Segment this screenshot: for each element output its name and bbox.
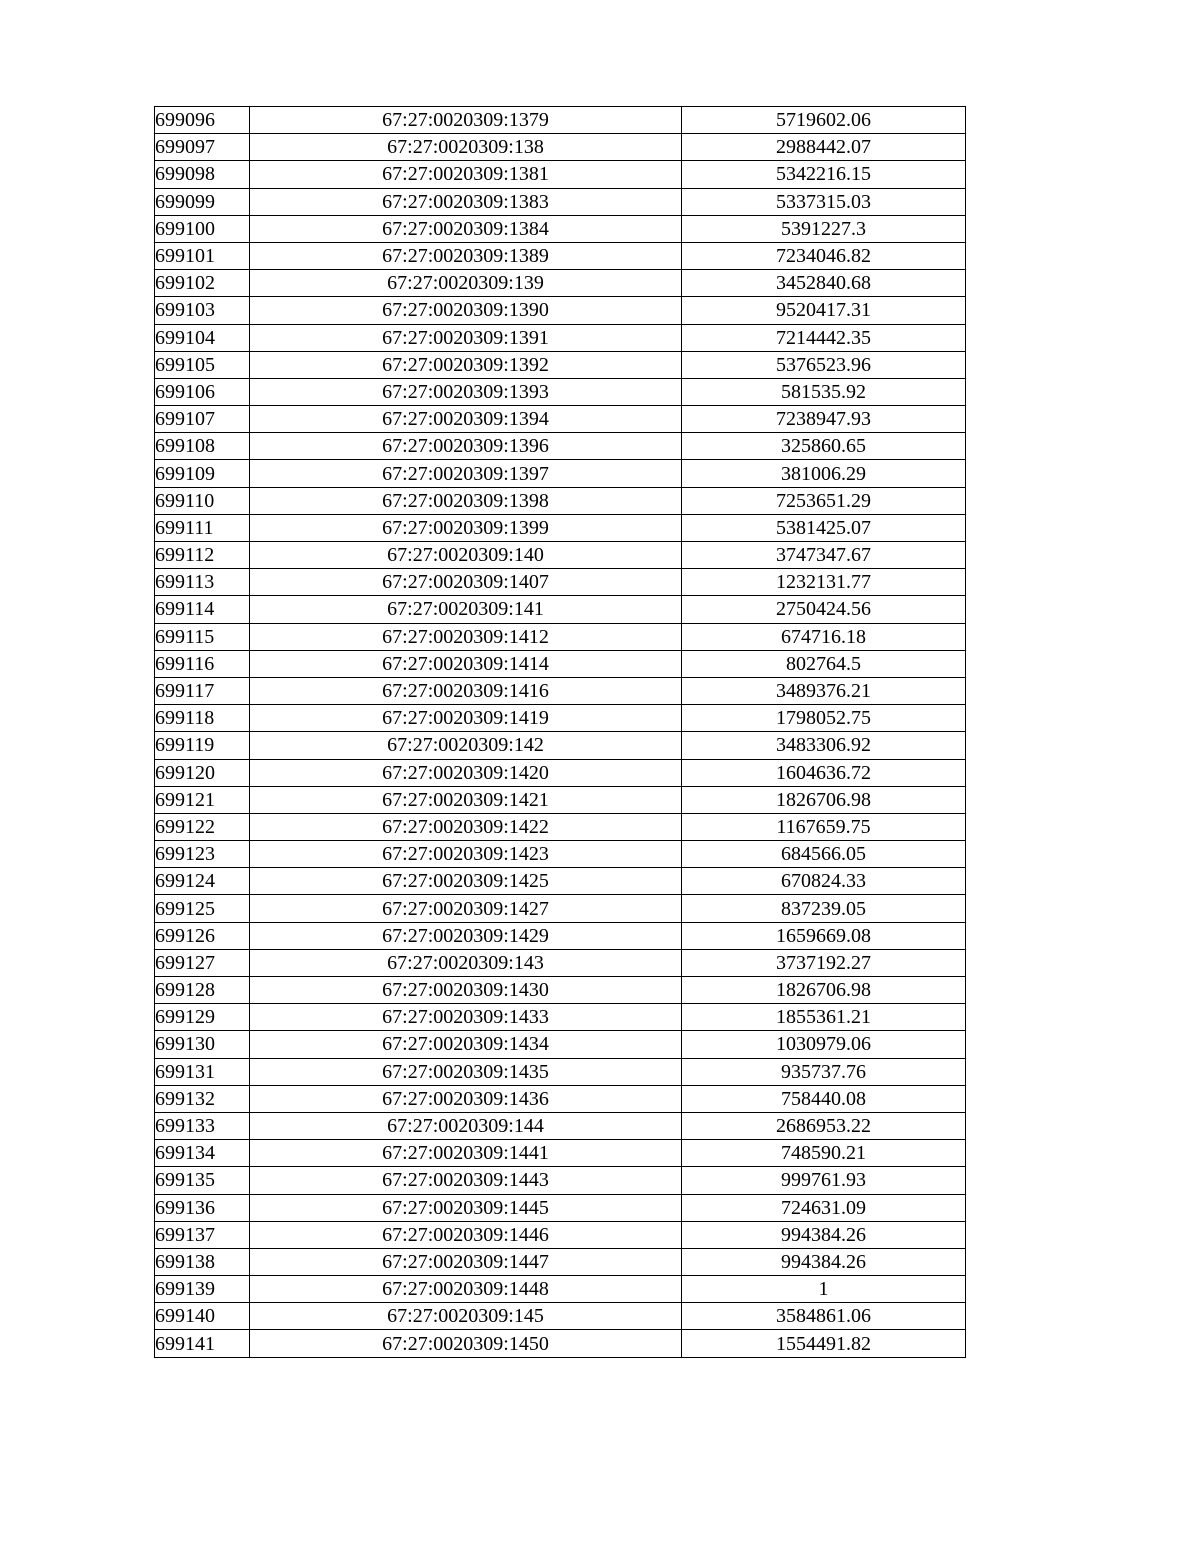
cadastral-value-cell: 2750424.56 (682, 596, 966, 623)
cadastral-value-cell: 581535.92 (682, 378, 966, 405)
table-row (155, 732, 966, 759)
table-row (155, 623, 966, 650)
cadastral-number-cell: 67:27:0020309:1412 (250, 623, 682, 650)
row-number-cell: 699127 (155, 949, 250, 976)
cadastral-value-cell: 684566.05 (682, 841, 966, 868)
table-row (155, 868, 966, 895)
table-row (155, 242, 966, 269)
table-row (155, 813, 966, 840)
table-row (155, 487, 966, 514)
table-row (155, 596, 966, 623)
cadastral-value-cell: 1167659.75 (682, 813, 966, 840)
cadastral-number-cell: 67:27:0020309:144 (250, 1112, 682, 1139)
cadastral-value-cell: 670824.33 (682, 868, 966, 895)
cadastral-value-cell: 3483306.92 (682, 732, 966, 759)
table-row (155, 406, 966, 433)
cadastral-number-cell: 67:27:0020309:1396 (250, 433, 682, 460)
table-row (155, 1276, 966, 1303)
row-number-cell: 699135 (155, 1167, 250, 1194)
cadastral-number-cell: 67:27:0020309:1448 (250, 1276, 682, 1303)
table-row (155, 161, 966, 188)
cadastral-number-cell: 67:27:0020309:143 (250, 949, 682, 976)
table-row (155, 351, 966, 378)
row-number-cell: 699123 (155, 841, 250, 868)
row-number-cell: 699111 (155, 514, 250, 541)
cadastral-value-cell: 1232131.77 (682, 569, 966, 596)
cadastral-number-cell: 67:27:0020309:1433 (250, 1004, 682, 1031)
cadastral-value-cell: 1826706.98 (682, 977, 966, 1004)
row-number-cell: 699139 (155, 1276, 250, 1303)
row-number-cell: 699128 (155, 977, 250, 1004)
row-number-cell: 699132 (155, 1085, 250, 1112)
cadastral-number-cell: 67:27:0020309:141 (250, 596, 682, 623)
row-number-cell: 699104 (155, 324, 250, 351)
cadastral-number-cell: 67:27:0020309:1434 (250, 1031, 682, 1058)
cadastral-number-cell: 67:27:0020309:140 (250, 542, 682, 569)
cadastral-number-cell: 67:27:0020309:1383 (250, 188, 682, 215)
cadastral-value-cell: 1030979.06 (682, 1031, 966, 1058)
row-number-cell: 699129 (155, 1004, 250, 1031)
row-number-cell: 699130 (155, 1031, 250, 1058)
row-number-cell: 699105 (155, 351, 250, 378)
cadastral-number-cell: 67:27:0020309:1443 (250, 1167, 682, 1194)
cadastral-number-cell: 67:27:0020309:1447 (250, 1248, 682, 1275)
cadastral-number-cell: 67:27:0020309:1398 (250, 487, 682, 514)
table-row (155, 1085, 966, 1112)
cadastral-number-cell: 67:27:0020309:139 (250, 270, 682, 297)
table-row (155, 1112, 966, 1139)
row-number-cell: 699134 (155, 1140, 250, 1167)
cadastral-number-cell: 67:27:0020309:145 (250, 1303, 682, 1330)
cadastral-value-cell: 7253651.29 (682, 487, 966, 514)
table-row (155, 1330, 966, 1357)
cadastral-value-cell: 5342216.15 (682, 161, 966, 188)
cadastral-number-cell: 67:27:0020309:1450 (250, 1330, 682, 1357)
row-number-cell: 699096 (155, 107, 250, 134)
row-number-cell: 699115 (155, 623, 250, 650)
cadastral-number-cell: 67:27:0020309:1436 (250, 1085, 682, 1112)
row-number-cell: 699125 (155, 895, 250, 922)
row-number-cell: 699131 (155, 1058, 250, 1085)
cadastral-value-cell: 3737192.27 (682, 949, 966, 976)
cadastral-value-cell: 999761.93 (682, 1167, 966, 1194)
cadastral-number-cell: 67:27:0020309:1414 (250, 650, 682, 677)
table-row (155, 542, 966, 569)
table-row (155, 188, 966, 215)
cadastral-value-cell: 5376523.96 (682, 351, 966, 378)
cadastral-number-cell: 67:27:0020309:1379 (250, 107, 682, 134)
row-number-cell: 699109 (155, 460, 250, 487)
cadastral-number-cell: 67:27:0020309:1420 (250, 759, 682, 786)
table-row (155, 949, 966, 976)
cadastral-value-cell: 2988442.07 (682, 134, 966, 161)
cadastral-value-cell: 837239.05 (682, 895, 966, 922)
table-row (155, 705, 966, 732)
row-number-cell: 699138 (155, 1248, 250, 1275)
cadastral-value-cell: 7234046.82 (682, 242, 966, 269)
cadastral-value-cell: 1604636.72 (682, 759, 966, 786)
cadastral-value-cell: 3747347.67 (682, 542, 966, 569)
cadastral-number-cell: 67:27:0020309:1435 (250, 1058, 682, 1085)
cadastral-value-cell: 7238947.93 (682, 406, 966, 433)
row-number-cell: 699100 (155, 215, 250, 242)
cadastral-value-cell: 5381425.07 (682, 514, 966, 541)
row-number-cell: 699108 (155, 433, 250, 460)
table-row (155, 1303, 966, 1330)
row-number-cell: 699112 (155, 542, 250, 569)
cadastral-value-cell: 994384.26 (682, 1221, 966, 1248)
table-row (155, 1031, 966, 1058)
cadastral-number-cell: 67:27:0020309:1397 (250, 460, 682, 487)
row-number-cell: 699124 (155, 868, 250, 895)
row-number-cell: 699118 (155, 705, 250, 732)
row-number-cell: 699126 (155, 922, 250, 949)
table-row (155, 1004, 966, 1031)
cadastral-number-cell: 67:27:0020309:1429 (250, 922, 682, 949)
row-number-cell: 699121 (155, 786, 250, 813)
table-row (155, 378, 966, 405)
cadastral-value-cell: 1798052.75 (682, 705, 966, 732)
table-row (155, 270, 966, 297)
cadastral-value-cell: 2686953.22 (682, 1112, 966, 1139)
cadastral-number-cell: 67:27:0020309:1430 (250, 977, 682, 1004)
row-number-cell: 699113 (155, 569, 250, 596)
cadastral-value-cell: 325860.65 (682, 433, 966, 460)
row-number-cell: 699117 (155, 677, 250, 704)
table-row (155, 1140, 966, 1167)
cadastral-number-cell: 67:27:0020309:1445 (250, 1194, 682, 1221)
table-row (155, 977, 966, 1004)
row-number-cell: 699107 (155, 406, 250, 433)
table-row (155, 922, 966, 949)
table-row (155, 759, 966, 786)
table-row (155, 107, 966, 134)
cadastral-value-cell: 7214442.35 (682, 324, 966, 351)
cadastral-number-cell: 67:27:0020309:142 (250, 732, 682, 759)
table-row (155, 1167, 966, 1194)
cadastral-value-cell: 9520417.31 (682, 297, 966, 324)
row-number-cell: 699136 (155, 1194, 250, 1221)
cadastral-value-cell: 935737.76 (682, 1058, 966, 1085)
cadastral-value-cell: 1855361.21 (682, 1004, 966, 1031)
row-number-cell: 699106 (155, 378, 250, 405)
table-row (155, 1194, 966, 1221)
cadastral-number-cell: 67:27:0020309:1391 (250, 324, 682, 351)
cadastral-value-cell: 381006.29 (682, 460, 966, 487)
cadastral-value-cell: 3452840.68 (682, 270, 966, 297)
row-number-cell: 699140 (155, 1303, 250, 1330)
row-number-cell: 699141 (155, 1330, 250, 1357)
cadastral-number-cell: 67:27:0020309:1384 (250, 215, 682, 242)
table-row (155, 841, 966, 868)
table-row (155, 1221, 966, 1248)
cadastral-value-cell: 1554491.82 (682, 1330, 966, 1357)
cadastral-number-cell: 67:27:0020309:1393 (250, 378, 682, 405)
cadastral-value-cell: 1659669.08 (682, 922, 966, 949)
row-number-cell: 699101 (155, 242, 250, 269)
cadastral-number-cell: 67:27:0020309:1422 (250, 813, 682, 840)
cadastral-value-cell: 724631.09 (682, 1194, 966, 1221)
cadastral-number-cell: 67:27:0020309:1446 (250, 1221, 682, 1248)
row-number-cell: 699122 (155, 813, 250, 840)
cadastral-number-cell: 67:27:0020309:1407 (250, 569, 682, 596)
row-number-cell: 699099 (155, 188, 250, 215)
cadastral-value-cell: 3489376.21 (682, 677, 966, 704)
row-number-cell: 699114 (155, 596, 250, 623)
cadastral-number-cell: 67:27:0020309:1392 (250, 351, 682, 378)
cadastral-number-cell: 67:27:0020309:1399 (250, 514, 682, 541)
table-row (155, 1248, 966, 1275)
row-number-cell: 699097 (155, 134, 250, 161)
cadastral-value-cell: 1826706.98 (682, 786, 966, 813)
table-row (155, 134, 966, 161)
table-row (155, 650, 966, 677)
table-row (155, 297, 966, 324)
row-number-cell: 699103 (155, 297, 250, 324)
table-row (155, 569, 966, 596)
table-row (155, 514, 966, 541)
table-row (155, 786, 966, 813)
cadastral-value-cell: 674716.18 (682, 623, 966, 650)
row-number-cell: 699137 (155, 1221, 250, 1248)
cadastral-value-cell: 802764.5 (682, 650, 966, 677)
cadastral-number-cell: 67:27:0020309:1416 (250, 677, 682, 704)
cadastral-number-cell: 67:27:0020309:1394 (250, 406, 682, 433)
cadastral-value-cell: 5337315.03 (682, 188, 966, 215)
row-number-cell: 699119 (155, 732, 250, 759)
row-number-cell: 699116 (155, 650, 250, 677)
cadastral-number-cell: 67:27:0020309:1419 (250, 705, 682, 732)
cadastral-value-table (154, 106, 966, 1358)
table-row (155, 215, 966, 242)
cadastral-value-cell: 5391227.3 (682, 215, 966, 242)
cadastral-value-cell: 994384.26 (682, 1248, 966, 1275)
table-row (155, 460, 966, 487)
cadastral-value-cell: 5719602.06 (682, 107, 966, 134)
row-number-cell: 699098 (155, 161, 250, 188)
cadastral-number-cell: 67:27:0020309:1441 (250, 1140, 682, 1167)
table-body (155, 107, 966, 1358)
cadastral-value-cell: 3584861.06 (682, 1303, 966, 1330)
cadastral-number-cell: 67:27:0020309:1425 (250, 868, 682, 895)
row-number-cell: 699102 (155, 270, 250, 297)
table-row (155, 324, 966, 351)
cadastral-number-cell: 67:27:0020309:1423 (250, 841, 682, 868)
cadastral-value-cell: 748590.21 (682, 1140, 966, 1167)
row-number-cell: 699120 (155, 759, 250, 786)
cadastral-number-cell: 67:27:0020309:1389 (250, 242, 682, 269)
cadastral-number-cell: 67:27:0020309:1381 (250, 161, 682, 188)
table-row (155, 433, 966, 460)
cadastral-number-cell: 67:27:0020309:1390 (250, 297, 682, 324)
cadastral-value-cell: 758440.08 (682, 1085, 966, 1112)
cadastral-value-cell: 1 (682, 1276, 966, 1303)
row-number-cell: 699110 (155, 487, 250, 514)
table-row (155, 895, 966, 922)
table-row (155, 1058, 966, 1085)
cadastral-number-cell: 67:27:0020309:1427 (250, 895, 682, 922)
table-row (155, 677, 966, 704)
cadastral-number-cell: 67:27:0020309:1421 (250, 786, 682, 813)
cadastral-number-cell: 67:27:0020309:138 (250, 134, 682, 161)
row-number-cell: 699133 (155, 1112, 250, 1139)
